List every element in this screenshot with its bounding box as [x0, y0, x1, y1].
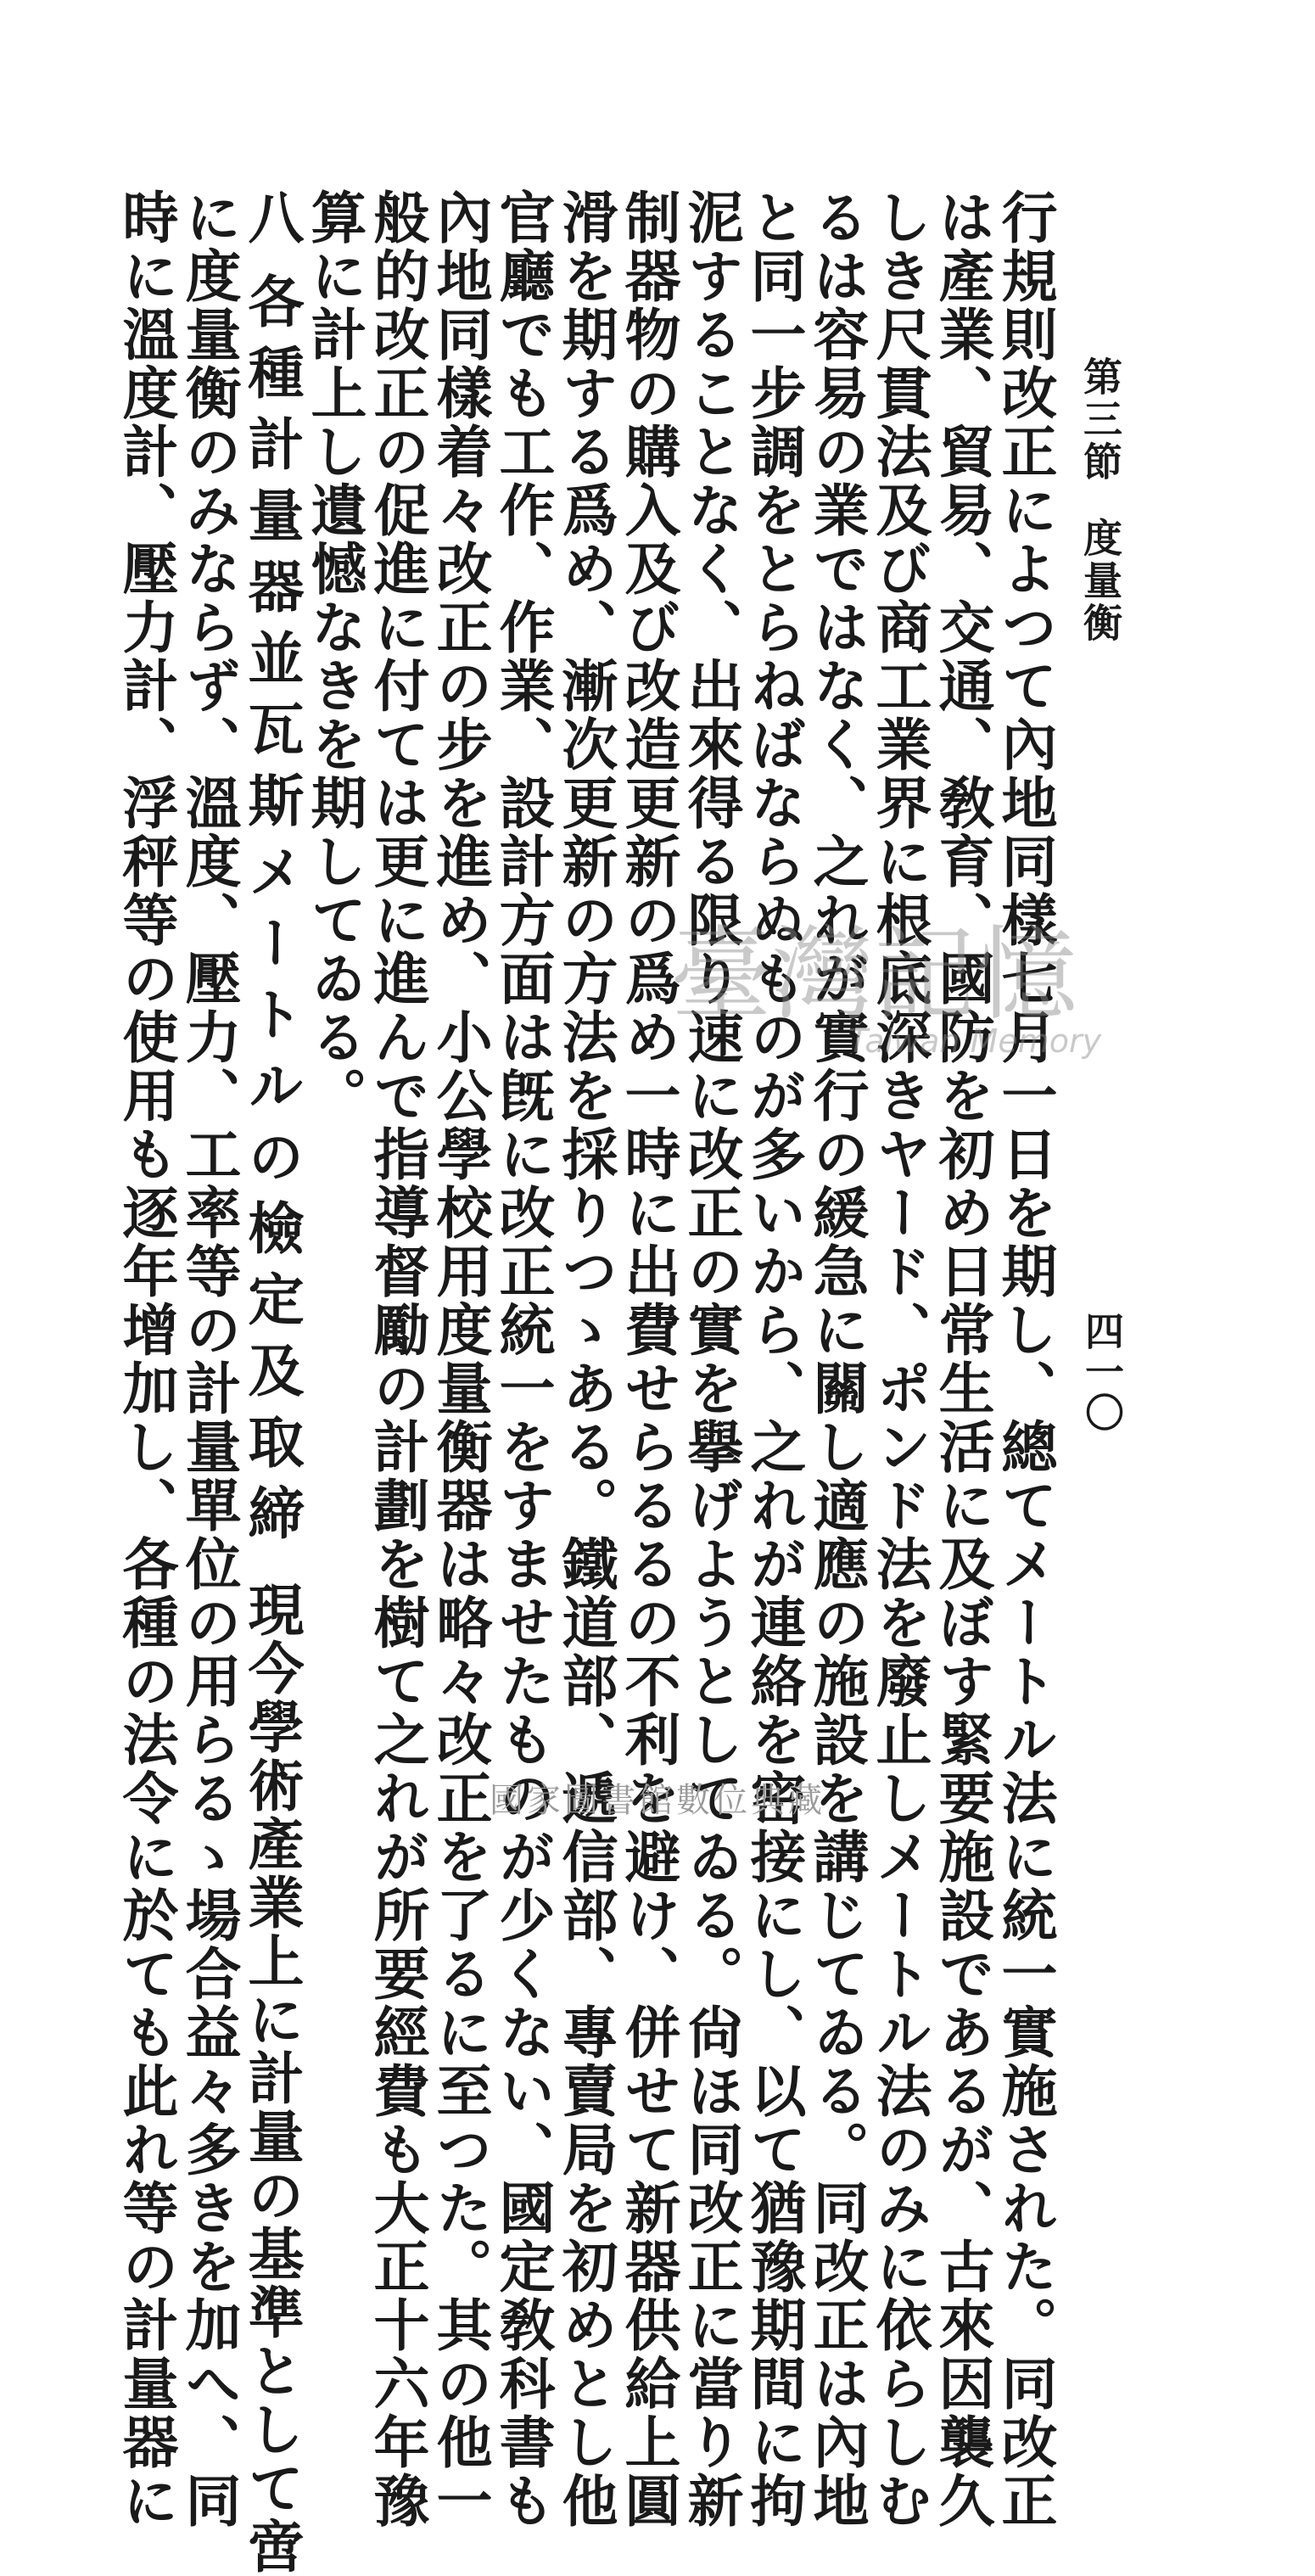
text-line: るは容易の業ではなく、之れが實行の緩急に關し適應の施設を講じてゐる。同改正は內地 — [803, 188, 870, 2530]
watermark-sub: Taiwan Memory — [848, 1022, 1102, 1060]
text-line: 行規則改正によつて內地同樣七月一日を期し、總てメートル法に統一實施された。同改正 — [992, 188, 1058, 2530]
footer-credit: 國家圖書館數位典藏 — [490, 1781, 825, 1820]
text-line: 滑を期する爲め、漸次更新の方法を採りつゝある。鐵道部、遞信部、專賣局を初めとし他 — [552, 188, 618, 2530]
text-line: と同一步調をとらねばならぬものが多いから、之れが連絡を密接にし、以て猶豫期間に拘 — [741, 188, 807, 2530]
section-heading — [238, 188, 305, 2576]
text-line: 算に計上し遺憾なきを期してゐる。 — [301, 188, 367, 1125]
text-line: 時に溫度計、壓力計、浮秤等の使用も逐年增加し、各種の法令に於ても此れ等の計量器に — [113, 188, 179, 2530]
text-line: しき尺貫法及び商工業界に根底深きヤード、ポンド法を廢止しメートル法のみに依らしむ — [866, 188, 932, 2530]
heading-title: 各種計量器並瓦斯メートルの檢定及取締 — [238, 272, 305, 1555]
text-line: は產業、貿易、交通、敎育、國防を初め日常生活に及ぼす緊要施設であるが、古來因襲久 — [929, 188, 995, 2530]
text-line: 官廳でも工作、作業、設計方面は旣に改正統一をすませたものが少くない、國定敎科書も — [490, 188, 556, 2530]
text-line: に度量衡のみならず、溫度、壓力、工率等の計量單位の用らるゝ場合益々多きを加へ、同 — [176, 188, 242, 2530]
running-header-section — [1077, 356, 1128, 645]
section-number: 第三節 — [1077, 356, 1123, 484]
page-number: 四一〇 — [1079, 1311, 1125, 1433]
heading-number: 八 — [238, 188, 305, 247]
text-line: 內地同樣着々改正の步を進め、小公學校用度量衡器は略々改正を了るに至つた。其の他一 — [427, 188, 493, 2530]
watermark-main: 臺灣記憶 — [670, 916, 1077, 1034]
text-line: 泥することなく、出來得る限り速に改正の實を擧げようとしてゐる。尙ほ同改正に當り新 — [678, 188, 744, 2530]
text-line: 制器物の購入及び改造更新の爲め一時に出費せらるるの不利を避け、併せて新器供給上圓 — [615, 188, 681, 2530]
heading-continuation: 現今學術產業上に計量の基準として啻 — [238, 1581, 305, 2576]
text-line: 般的改正の促進に付ては更に進んで指導督勵の計劃を樹て之れが所要經費も大正十六年豫 — [364, 188, 430, 2530]
section-title: 度量衡 — [1077, 518, 1123, 645]
